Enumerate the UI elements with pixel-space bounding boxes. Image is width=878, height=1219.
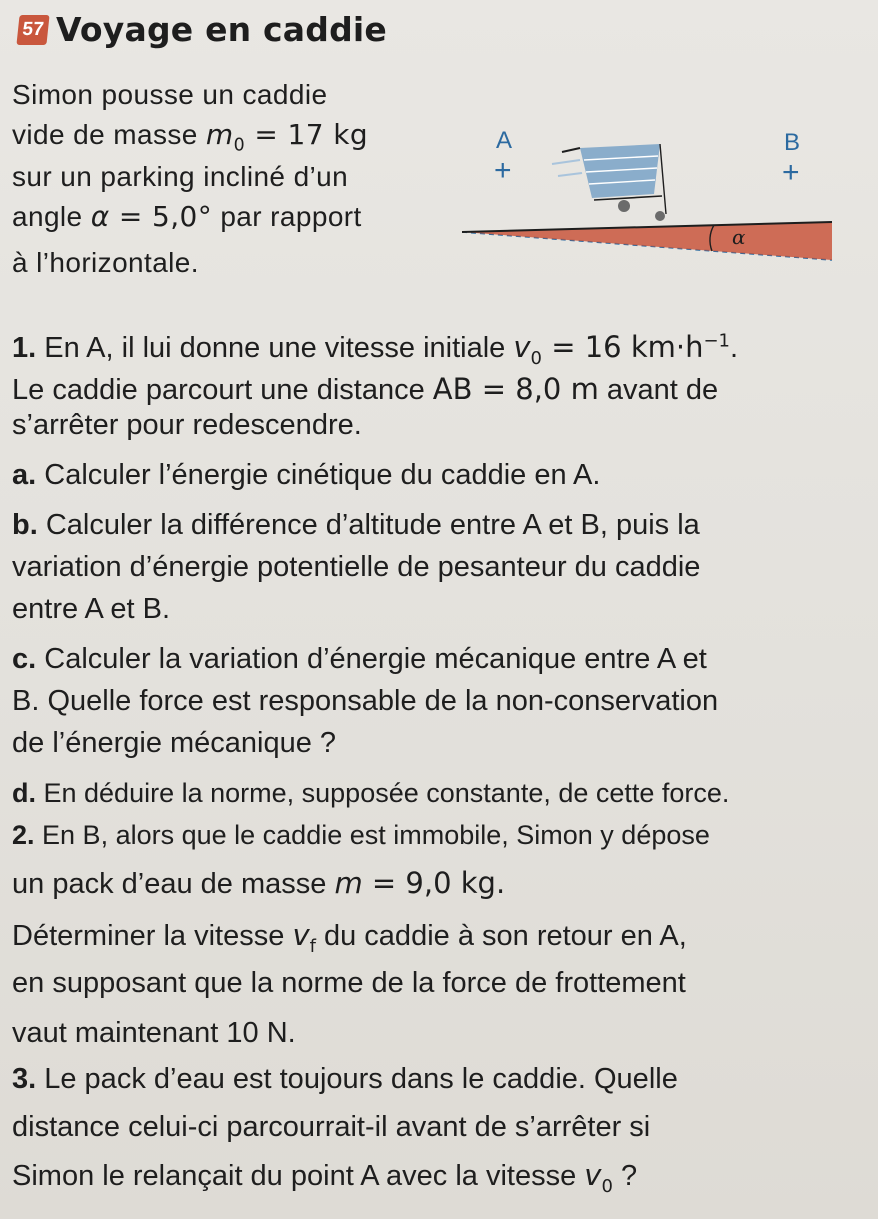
intro-line-5: à l’horizontale. bbox=[12, 247, 199, 278]
intro-line-2: vide de masse $m_0 = 17$ kg bbox=[12, 118, 369, 156]
shopping-cart-icon bbox=[552, 144, 666, 221]
question-b-line-1: b. Calculer la différence d’altitude entre A et B, puis la bbox=[12, 509, 700, 541]
question-1-line-2: Le caddie parcourt une distance AB = 8,0 m avant de bbox=[12, 372, 719, 406]
point-b-marker: + bbox=[782, 156, 800, 189]
incline-diagram bbox=[462, 118, 842, 268]
question-d: d. En déduire la norme, supposée constante, de cette force. bbox=[12, 778, 730, 808]
question-c-line-3: de l’énergie mécanique ? bbox=[12, 727, 337, 759]
question-1-line-1: 1. En A, il lui donne une vitesse initiale $v_0 = 16$ $km\cdot h^{-1}$. bbox=[12, 330, 739, 369]
question-b-line-2: variation d’énergie potentielle de pesanteur du caddie bbox=[12, 551, 701, 583]
question-a: a. Calculer l’énergie cinétique du caddie en A. bbox=[12, 459, 601, 491]
question-c-line-1: c. Calculer la variation d’énergie mécanique entre A et bbox=[12, 643, 707, 675]
question-3-line-1: 3. Le pack d’eau est toujours dans le caddie. Quelle bbox=[12, 1063, 678, 1095]
question-2-line-2: un pack d’eau de masse m = 9,0 kg. bbox=[12, 866, 506, 900]
intro-line-1: Simon pousse un caddie bbox=[12, 79, 328, 110]
intro-line-3: sur un parking incliné d’un bbox=[12, 161, 349, 192]
question-b-line-3: entre A et B. bbox=[12, 593, 170, 625]
alpha-label: α bbox=[732, 225, 746, 249]
question-3-line-2: distance celui-ci parcourrait-il avant de s’arrêter si bbox=[12, 1111, 651, 1143]
point-b-label: B bbox=[784, 129, 801, 156]
exercise-title: Voyage en caddie bbox=[56, 10, 388, 49]
exercise-header bbox=[18, 10, 387, 49]
question-2-line-1: 2. En B, alors que le caddie est immobile, Simon y dépose bbox=[12, 820, 710, 850]
question-c-line-2: B. Quelle force est responsable de la non-conservation bbox=[12, 685, 719, 717]
point-a-label: A bbox=[496, 127, 513, 154]
incline-diagram-svg bbox=[462, 118, 842, 268]
question-2-line-3: Déterminer la vitesse $v_f$ du caddie à son retour en A, bbox=[12, 918, 687, 957]
point-a-marker: + bbox=[494, 154, 512, 187]
question-2-line-4: en supposant que la norme de la force de frottement bbox=[12, 967, 686, 999]
exercise-number-badge: 57 bbox=[16, 15, 49, 45]
intro-line-4: angle α = 5,0° par rapport bbox=[12, 200, 362, 233]
question-3-line-3: Simon le relançait du point A avec la vitesse $v_0$ ? bbox=[12, 1158, 638, 1197]
question-2-line-5: vaut maintenant 10 N. bbox=[12, 1017, 296, 1049]
question-1-line-3: s’arrêter pour redescendre. bbox=[12, 409, 362, 441]
